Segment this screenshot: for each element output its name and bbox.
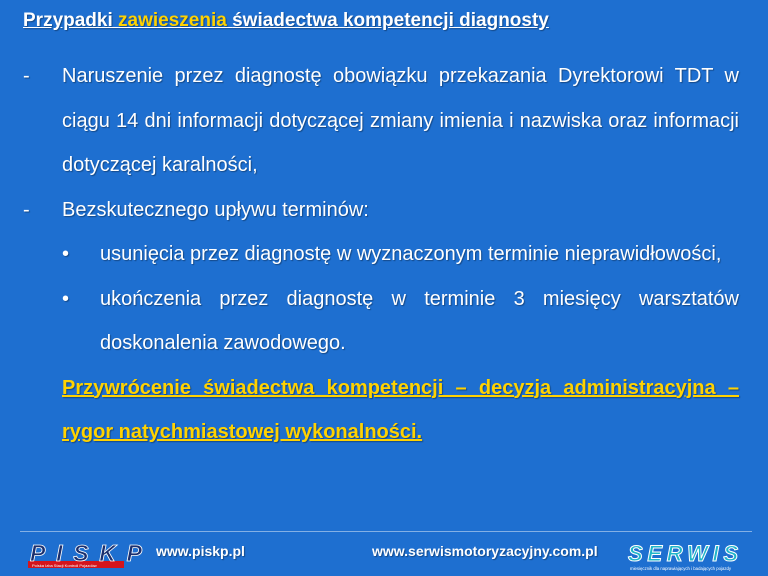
list-item-text: Bezskutecznego upływu terminów: — [62, 198, 369, 221]
list-item-text: ukończenia przez diagnostę w terminie 3 miesięcy warsztatów doskonalenia zawodowego. — [100, 287, 739, 354]
dash-marker: - — [23, 198, 30, 221]
dash-marker: - — [23, 65, 30, 87]
list-item-text: Naruszenie przez diagnostę obowiązku przekazania Dyrektorowi TDT w ciągu 14 dni informacji dotyczącej zmiany imienia i nazwiska oraz informacji dotyczącej karalności, — [62, 65, 739, 176]
footer-divider — [20, 531, 752, 532]
serwis-logo[interactable] — [626, 540, 742, 572]
serwis-logo-text: SERWIS — [628, 541, 738, 566]
title-highlight: zawieszenia — [118, 10, 233, 31]
piskp-logo-text: PISKP — [30, 540, 142, 566]
piskp-logo[interactable] — [26, 540, 148, 570]
title-prefix: Przypadki — [23, 10, 119, 31]
sub-list-item — [23, 277, 739, 366]
piskp-link[interactable]: www.piskp.pl — [156, 543, 245, 559]
bullet-marker: • — [62, 287, 70, 310]
slide-content — [23, 54, 739, 455]
piskp-logo-subtext: Polska Izba Stacji Kontroli Pojazdów — [32, 563, 97, 568]
list-item — [23, 54, 739, 188]
serwis-logo-subtext: miesięcznik dla naprawiających i badających pojazdy — [630, 566, 732, 571]
restore-note: Przywrócenie świadectwa kompetencji – decyzja administracyjna – rygor natychmiastowej wykonalności. — [62, 376, 739, 443]
bullet-marker: • — [62, 243, 70, 265]
list-item-text: usunięcia przez diagnostę w wyznaczonym terminie nieprawidłowości, — [100, 243, 722, 265]
title-suffix: świadectwa kompetencji diagnosty — [232, 10, 549, 31]
list-item — [23, 188, 739, 233]
slide-title — [23, 10, 549, 32]
sub-list-item — [23, 232, 739, 277]
serwis-link[interactable]: www.serwismotoryzacyjny.com.pl — [372, 543, 598, 559]
